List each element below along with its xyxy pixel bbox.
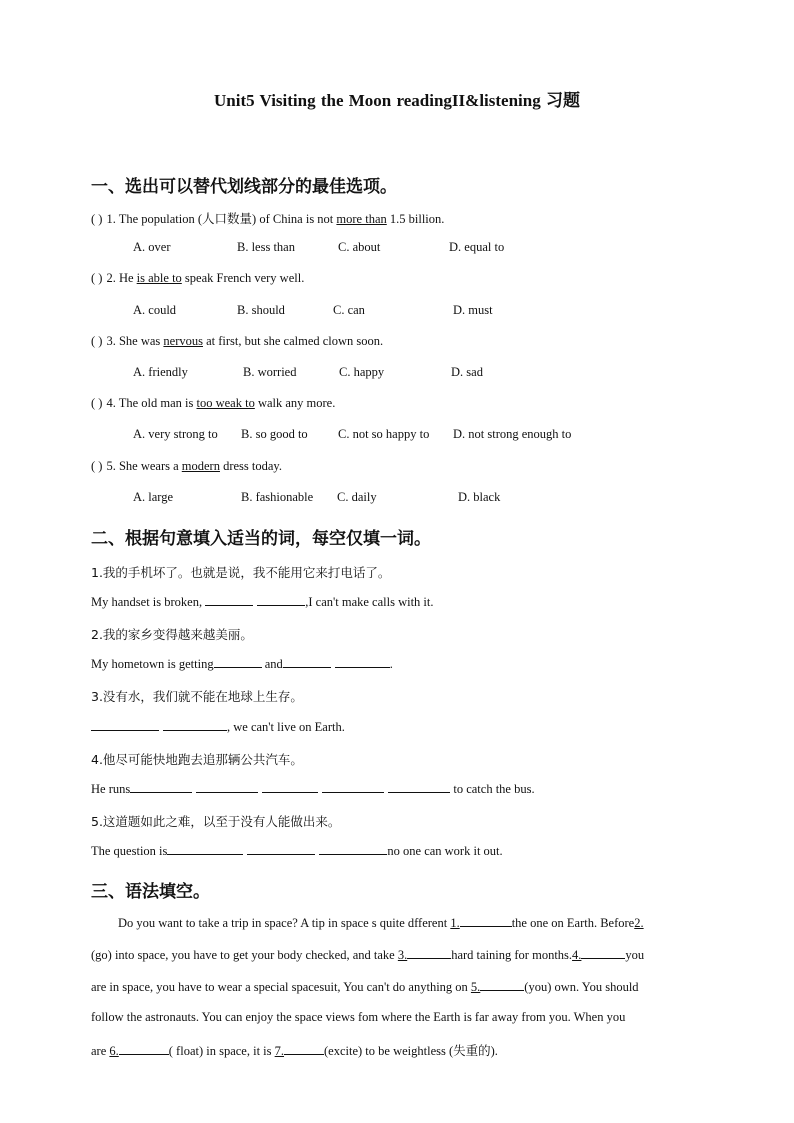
question-text: dress today. (219, 459, 282, 473)
blank[interactable] (262, 781, 318, 793)
question-3 (91, 334, 383, 349)
item-5-text-before: The question is (91, 844, 168, 858)
question-5 (91, 459, 282, 474)
passage-text: ( float) in space, it is (168, 1044, 275, 1058)
question-4 (91, 396, 335, 411)
option-a[interactable]: A. very strong to (133, 427, 218, 441)
answer-blank[interactable]: ( ) (91, 334, 103, 348)
option-c[interactable]: C. happy (339, 365, 385, 379)
answer-blank[interactable]: ( ) (91, 396, 103, 410)
blank[interactable] (284, 1043, 324, 1055)
option-d[interactable]: D. must (453, 303, 493, 317)
item-1-chinese: 1.我的手机坏了。也就是说，我不能用它来打电话了。 (91, 565, 391, 580)
item-1-text-after: ,I can't make calls with it. (305, 595, 434, 609)
option-a[interactable]: A. large (133, 490, 174, 504)
item-2-text-middle: and (261, 657, 283, 671)
item-4-english (91, 781, 535, 797)
question-text: 2. He (106, 271, 137, 285)
blank[interactable] (460, 915, 512, 927)
section-3-heading: 三、语法填空。 (91, 882, 210, 902)
option-c[interactable]: C. daily (337, 490, 377, 504)
question-text: at first, but she calmed clown soon. (202, 334, 384, 348)
option-d[interactable]: D. not strong enough to (453, 427, 572, 441)
item-2-chinese: 2.我的家乡变得越来越美丽。 (91, 627, 253, 642)
answer-blank[interactable]: ( ) (91, 212, 103, 226)
item-3-english (91, 719, 345, 735)
question-text: 1. The population (人口数量) of China is not (106, 212, 337, 226)
item-4-text-before: He runs (91, 782, 131, 796)
underlined-phrase: more than (336, 212, 387, 226)
item-1-text-before: My handset is broken, (91, 595, 206, 609)
item-2-text-before: My hometown is getting (91, 657, 214, 671)
blank[interactable] (214, 656, 262, 668)
blank[interactable] (388, 781, 450, 793)
blank[interactable] (167, 843, 243, 855)
option-c[interactable]: C. can (333, 303, 365, 317)
passage-text: the one on Earth. Before (511, 916, 635, 930)
item-5-text-after: no one can work it out. (387, 844, 503, 858)
passage-line-5 (91, 1041, 498, 1059)
blank[interactable] (163, 719, 227, 731)
passage-text: (you) own. You should (524, 980, 639, 994)
blank[interactable] (322, 781, 384, 793)
item-3-text-after: , we can't live on Earth. (227, 720, 345, 734)
passage-line-4 (91, 1010, 625, 1025)
item-1-english (91, 594, 434, 610)
underlined-phrase: modern (181, 459, 220, 473)
passage-text: hard taining for months. (451, 948, 573, 962)
blank[interactable] (335, 656, 390, 668)
question-text: 5. She wears a (106, 459, 182, 473)
option-d[interactable]: D. equal to (449, 240, 505, 254)
option-c[interactable]: C. about (338, 240, 381, 254)
blank[interactable] (407, 947, 451, 959)
option-b[interactable]: B. less than (237, 240, 295, 254)
item-4-chinese: 4.他尽可能快地跑去追那辆公共汽车。 (91, 752, 303, 767)
blank-number-5: 5. (470, 980, 481, 994)
section-1-heading: 一、选出可以替代划线部分的最佳选项。 (91, 177, 397, 197)
blank[interactable] (581, 947, 625, 959)
blank[interactable] (119, 1043, 169, 1055)
item-4-text-after: to catch the bus. (450, 782, 535, 796)
blank-number-7: 7. (274, 1044, 285, 1058)
passage-line-3 (91, 979, 639, 995)
passage-text: you (625, 948, 645, 962)
blank[interactable] (257, 594, 305, 606)
blank-number-3: 3. (397, 948, 408, 962)
blank-number-2: 2. (634, 916, 644, 930)
option-b[interactable]: B. so good to (241, 427, 308, 441)
option-b[interactable]: B. fashionable (241, 490, 314, 504)
question-text: speak French very well. (181, 271, 305, 285)
option-b[interactable]: B. worried (243, 365, 297, 379)
item-2-english (91, 656, 393, 672)
underlined-phrase: is able to (136, 271, 182, 285)
item-5-chinese: 5.这道题如此之难，以至于没有人能做出来。 (91, 814, 341, 829)
item-5-english (91, 843, 503, 859)
item-3-chinese: 3.没有水，我们就不能在地球上生存。 (91, 689, 303, 704)
question-text: 3. She was (106, 334, 164, 348)
blank[interactable] (480, 979, 524, 991)
page-title: Unit5 Visiting the Moon readingII&listening 习题 (214, 91, 580, 110)
option-a[interactable]: A. friendly (133, 365, 188, 379)
option-d[interactable]: D. black (458, 490, 501, 504)
passage-text: (excite) to be weightless (失重的). (324, 1044, 498, 1058)
question-text: 4. The old man is (106, 396, 197, 410)
option-a[interactable]: A. could (133, 303, 177, 317)
blank-number-4: 4. (572, 948, 582, 962)
passage-text: (go) into space, you have to get your body checked, and take (91, 948, 398, 962)
blank[interactable] (130, 781, 192, 793)
question-text: walk any more. (254, 396, 336, 410)
passage-text: Do you want to take a trip in space? A tip in space s quite dfferent (118, 916, 451, 930)
question-text: 1.5 billion. (386, 212, 445, 226)
option-d[interactable]: D. sad (451, 365, 483, 379)
blank[interactable] (247, 843, 315, 855)
passage-text: are in space, you have to wear a special spacesuit, You can't do anything on (91, 980, 471, 994)
underlined-phrase: too weak to (196, 396, 255, 410)
passage-text: are (91, 1044, 110, 1058)
item-2-text-after: . (389, 657, 393, 671)
blank[interactable] (283, 656, 331, 668)
option-a[interactable]: A. over (133, 240, 171, 254)
answer-blank[interactable]: ( ) (91, 459, 103, 473)
blank[interactable] (196, 781, 258, 793)
section-2-heading: 二、根据句意填入适当的词，每空仅填一词。 (91, 529, 431, 549)
option-b[interactable]: B. should (237, 303, 285, 317)
blank[interactable] (91, 719, 159, 731)
underlined-phrase: nervous (163, 334, 203, 348)
passage-line-2 (91, 947, 644, 963)
blank[interactable] (205, 594, 253, 606)
blank-number-1: 1. (450, 916, 460, 930)
option-c[interactable]: C. not so happy to (338, 427, 430, 441)
answer-blank[interactable]: ( ) (91, 271, 103, 285)
question-2 (91, 271, 304, 286)
blank-number-6: 6. (109, 1044, 119, 1058)
question-1 (91, 209, 444, 227)
passage-text: follow the astronauts. You can enjoy the space views fom where the Earth is far away from you. When you (91, 1010, 626, 1024)
blank[interactable] (319, 843, 387, 855)
passage-line-1 (118, 915, 644, 931)
